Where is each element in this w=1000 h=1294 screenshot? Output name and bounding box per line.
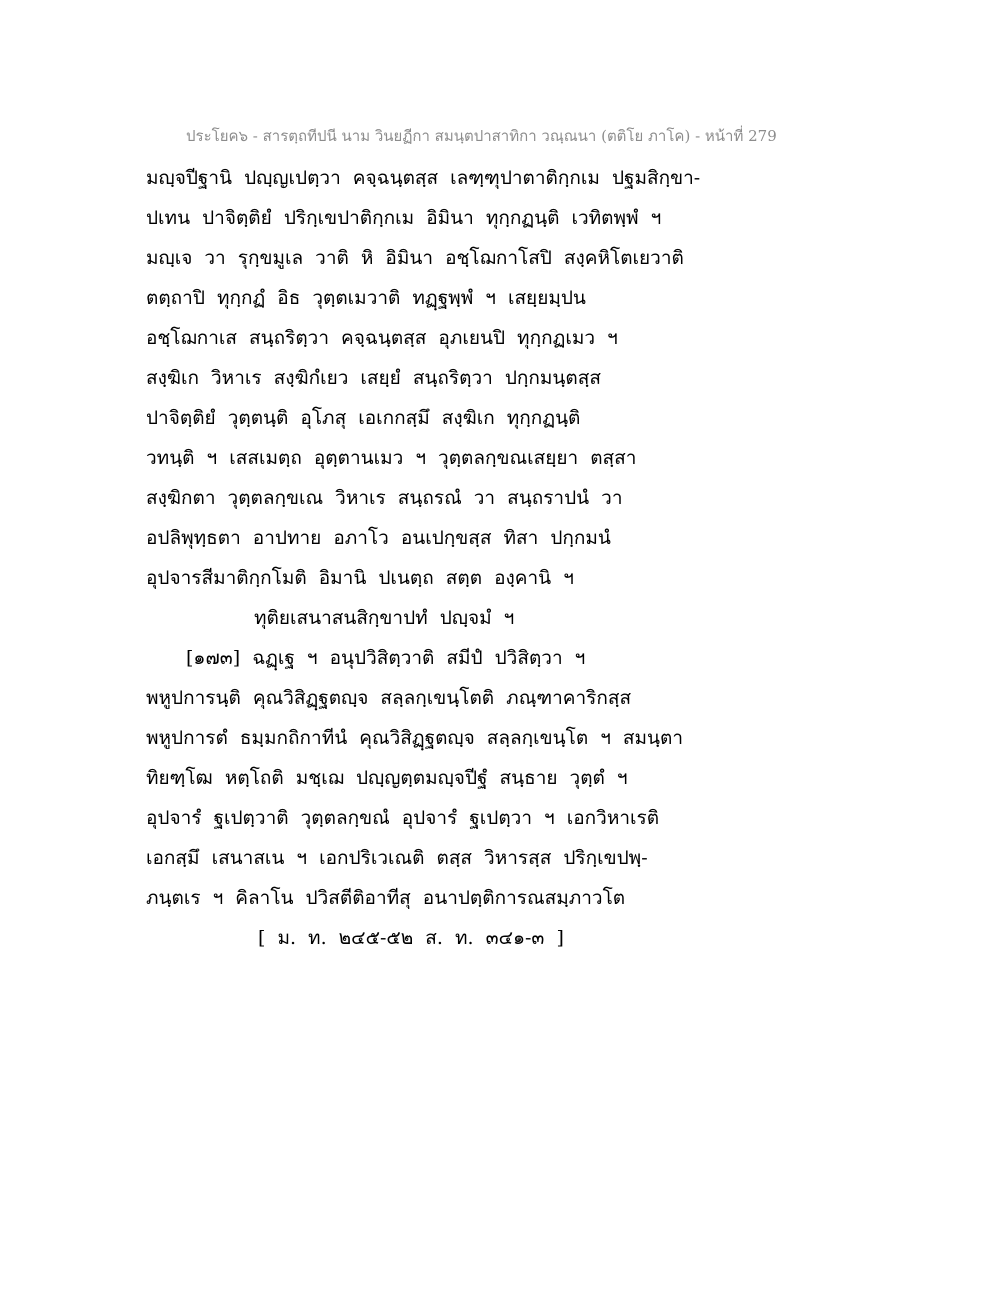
text-line: ปเทน ปาจิตฺติยํ ปริกฺเขปาติกฺกเม อิมินา ทุกฺกฏนฺติ เวทิตพฺพํ ฯ [146,207,662,229]
text-line: อุปจารสีมาติกฺกโมติ อิมานิ ปเนตฺถ สตฺต องฺคานิ ฯ [146,567,574,589]
text-line: ภนฺตเร ฯ คิลาโน ปวิสตีติอาทีสุ อนาปตฺติการณสมฺภาวโต [146,887,626,909]
text-line: อชฺโฌกาเส สนฺถริตฺวา คจฺฉนฺตสฺส อุภเยนปิ ทุกฺกฏเมว ฯ [146,327,618,349]
text-line: ตตฺถาปิ ทุกฺกฏํ อิธ วุตฺตเมวาติ ทฏฺฐพฺพํ ฯ เสยฺยมฺปน [146,287,586,309]
text-line: ทิยฑฺโฒ หตฺโถติ มชฺเฌ ปญฺญตฺตมญฺจปีฐํ สนฺธาย วุตฺตํ ฯ [146,767,628,789]
text-line: เอกสฺมึ เสนาสเน ฯ เอกปริเวเณติ ตสฺส วิหารสฺส ปริกฺเขปพฺ- [146,847,648,869]
page-header: ประโยค๖ - สารตฺถทีปนี นาม วินยฏีกา สมนฺตปาสาทิกา วณฺณนา (ตติโย ภาโค) - หน้าที่ 279 [186,127,777,145]
text-line: ปาจิตฺติยํ วุตฺตนฺติ อุโภสุ เอเกกสฺมึ สงฺฆิเก ทุกฺกฏนฺติ [146,407,581,429]
paragraph-start-line: [๑๗๓] ฉฏฺเฐ ฯ อนุปวิสิตฺวาติ สมีปํ ปวิสิตฺวา ฯ [186,647,586,669]
text-line: สงฺฆิเก วิหาเร สงฺฆิกํเยว เสยฺยํ สนฺถริตฺวา ปกฺกมนฺตสฺส [146,367,601,389]
reference-line: [ ม. ท. ๒๔๕-๕๒ ส. ท. ๓๔๑-๓ ] [258,927,564,949]
text-line: อุปจารํ ฐเปตฺวาติ วุตฺตลกฺขณํ อุปจารํ ฐเปตฺวา ฯ เอกวิหาเรติ [146,807,660,829]
text-line: พหูปการนฺติ คุณวิสิฏฺฐตญฺจ สลฺลกฺเขนฺโตติ ภณฺฑาคาริกสฺส [146,687,632,709]
text-line: มญฺเจ วา รุกฺขมูเล วาติ หิ อิมินา อชฺโฌกาโสปิ สงฺคหิโตเยวาติ [146,247,684,269]
text-line: พหูปการตํ ธมฺมกถิกาทีนํ คุณวิสิฏฺฐตญฺจ สลฺลกฺเขนฺโต ฯ สมนฺตา [146,727,684,749]
section-title: ทุติยเสนาสนสิกฺขาปทํ ปญฺจมํ ฯ [254,607,515,629]
text-line: อปลิพุทฺธตา อาปทาย อภาโว อนเปกฺขสฺส ทิสา ปกฺกมนํ [146,527,611,549]
text-line: วทนฺติ ฯ เสสเมตฺถ อุตฺตานเมว ฯ วุตฺตลกฺขณเสยฺยา ตสฺสา [146,447,637,469]
body-text [146,158,886,958]
text-line: สงฺฆิกตา วุตฺตลกฺขเณ วิหาเร สนฺถรณํ วา สนฺถราปนํ วา [146,487,623,509]
text-line: มญฺจปีฐานิ ปญฺญเปตฺวา คจฺฉนฺตสฺส เลฑฺฑุปาตาติกฺกเม ปฐมสิกฺขา- [146,167,701,189]
